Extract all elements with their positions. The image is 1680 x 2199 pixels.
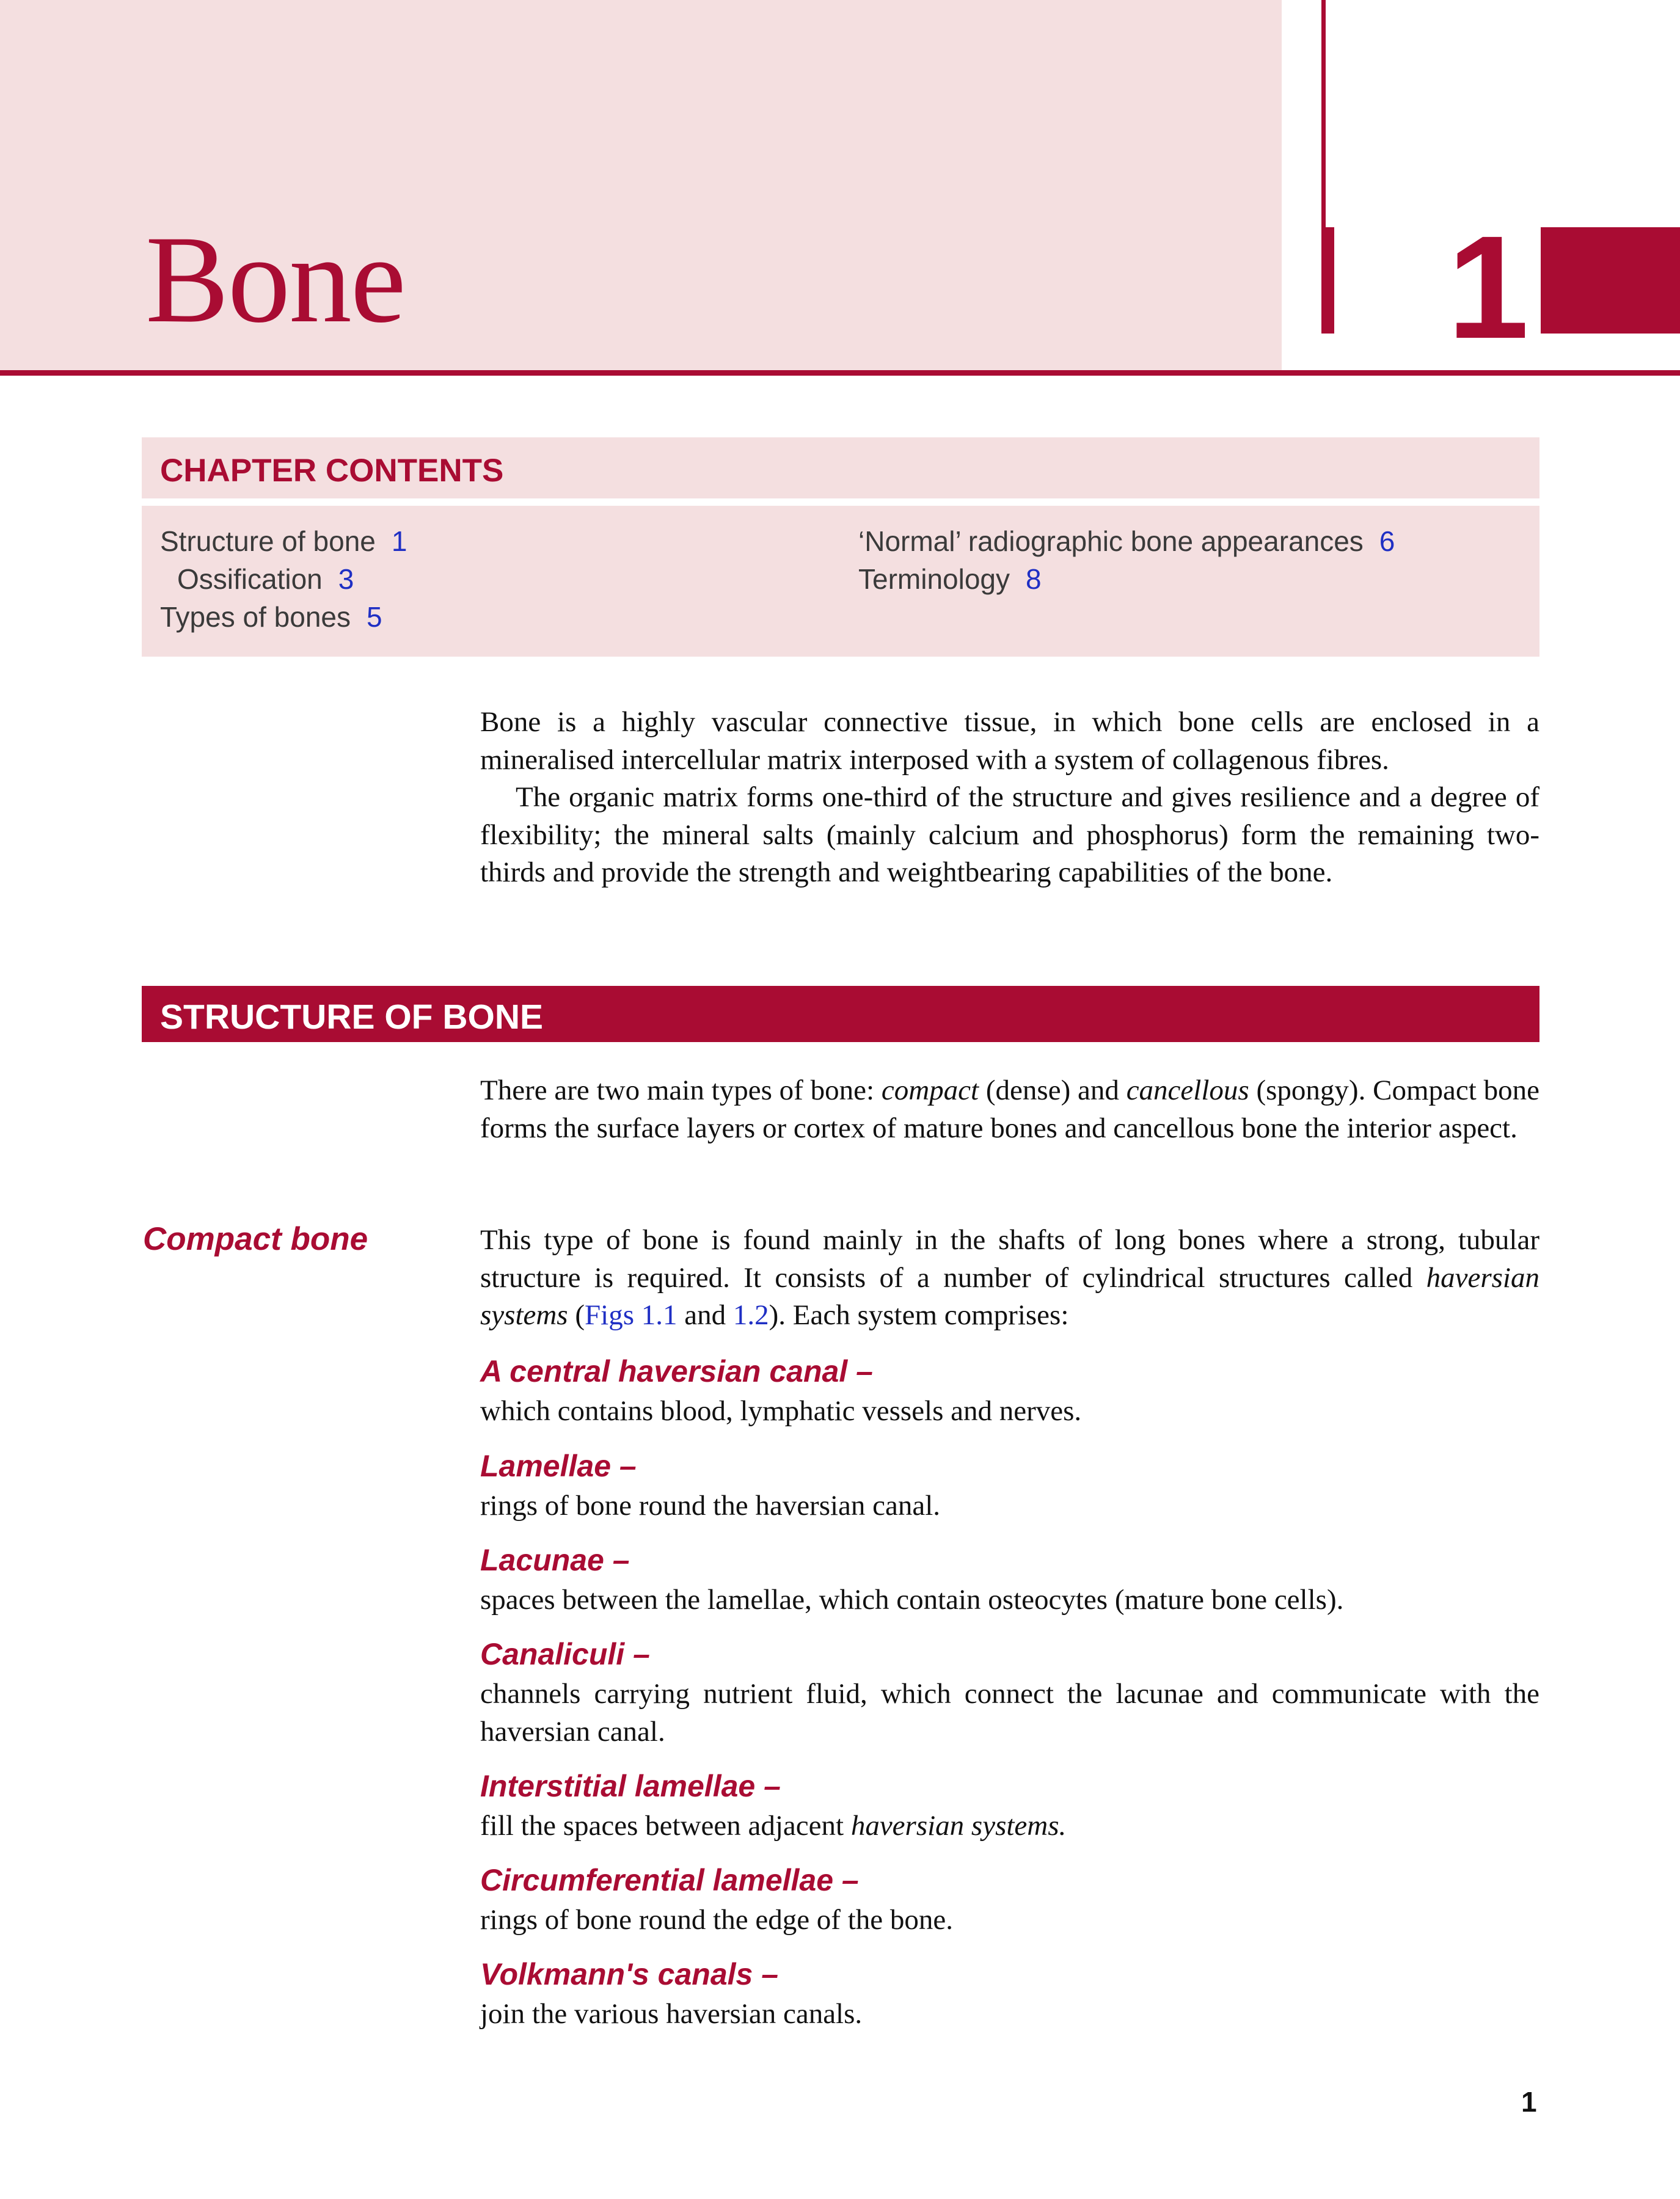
term-lamellae: Lamellae –: [480, 1449, 637, 1483]
section-title: STRUCTURE OF BONE: [160, 997, 543, 1037]
intro-paragraph-1: Bone is a highly vascular connective tissue, in which bone cells are enclosed in a mineralised intercellular matrix interposed with a system of collagenous fibres.: [480, 706, 1539, 776]
term-haversian-systems: haversian systems: [480, 1261, 1539, 1331]
term-lacunae: Lacunae –: [480, 1543, 630, 1577]
chapter-contents-box: [142, 506, 1539, 657]
page-number: 1: [1521, 2086, 1537, 2118]
compact-bone-paragraph: [480, 1222, 1539, 1335]
figure-link-1-2[interactable]: 1.2: [732, 1299, 769, 1331]
term-circumferential-lamellae: Circumferential lamellae –: [480, 1863, 859, 1897]
side-heading-compact-bone: Compact bone: [143, 1221, 368, 1257]
definition-circumferential-lamellae: rings of bone round the edge of the bone.: [480, 1904, 953, 1936]
toc-entry-page[interactable]: 3: [338, 563, 354, 595]
term-haversian-systems: haversian systems.: [850, 1810, 1067, 1842]
intro-paragraph-2: The organic matrix forms one-third of the structure and gives resilience and a degree of flexibility; the mineral salts (mainly calcium and phosphorus) form the remaining two-thirds and provide the strength and weightbearing capabilities of the bone.: [480, 781, 1539, 888]
section-header-bar: [142, 986, 1539, 1042]
term-interstitial-lamellae: Interstitial lamellae –: [480, 1769, 781, 1803]
toc-entry-ossification[interactable]: [177, 560, 354, 598]
text-run: ). Each system comprises:: [769, 1299, 1069, 1331]
definition-lamellae: rings of bone round the haversian canal.: [480, 1490, 941, 1522]
text-run: (dense) and: [979, 1074, 1127, 1106]
text-run: and: [677, 1299, 733, 1331]
definition-volkmanns-canals: join the various haversian canals.: [480, 1998, 863, 2030]
toc-entry-label: Structure of bone: [160, 525, 376, 557]
chapter-title: Bone: [145, 210, 405, 349]
toc-entry-structure-of-bone[interactable]: [160, 522, 407, 560]
chapter-header-rule-vertical: [1321, 0, 1326, 227]
definition-lacunae: spaces between the lamellae, which contain osteocytes (mature bone cells).: [480, 1584, 1344, 1616]
toc-entry-label: Types of bones: [160, 601, 351, 633]
toc-entry-types-of-bones[interactable]: [160, 598, 382, 636]
text-run: fill the spaces between adjacent: [480, 1810, 851, 1842]
term-canaliculi: Canaliculi –: [480, 1637, 650, 1671]
definition-canaliculi: channels carrying nutrient fluid, which connect the lacunae and communicate with the haversian canal.: [480, 1678, 1539, 1748]
toc-entry-label: Ossification: [177, 563, 323, 595]
intro-text: [480, 704, 1539, 892]
text-run: This type of bone is found mainly in the shafts of long bones where a strong, tubular structure is required. It consists of a number of cylindrical structures called: [480, 1224, 1539, 1294]
term-volkmanns-canals: Volkmann's canals –: [480, 1957, 779, 1991]
chapter-header-rule-segment: [1321, 227, 1334, 334]
text-run: (: [568, 1299, 585, 1331]
chapter-number: 1: [1447, 205, 1529, 369]
chapter-contents-header: [142, 437, 1539, 498]
section-intro-paragraph: [480, 1072, 1539, 1147]
chapter-number-block: [1541, 227, 1680, 334]
text-run: (spongy). Compact bone forms the surface layers or cortex of mature bones and cancellous bone the interior aspect.: [480, 1074, 1539, 1144]
toc-entry-page[interactable]: 5: [366, 601, 382, 633]
toc-entry-label: ‘Normal’ radiographic bone appearances: [858, 525, 1364, 557]
definition-interstitial-lamellae: [480, 1807, 1539, 1845]
text-run: There are two main types of bone:: [480, 1074, 882, 1106]
toc-entry-label: Terminology: [858, 563, 1010, 595]
toc-entry-terminology[interactable]: [858, 560, 1042, 598]
chapter-contents-heading: CHAPTER CONTENTS: [160, 453, 504, 489]
toc-entry-page[interactable]: 1: [391, 525, 407, 557]
term-central-haversian-canal: A central haversian canal –: [480, 1354, 873, 1388]
toc-entry-page[interactable]: 8: [1026, 563, 1042, 595]
term-cancellous: cancellous: [1126, 1074, 1249, 1106]
toc-entry-page[interactable]: 6: [1379, 525, 1395, 557]
figure-link-1-1[interactable]: Figs 1.1: [585, 1299, 677, 1331]
term-compact: compact: [881, 1074, 979, 1106]
toc-entry-normal-radiographic[interactable]: [858, 522, 1395, 560]
chapter-header-rule: [0, 370, 1680, 376]
definition-central-haversian-canal: which contains blood, lymphatic vessels and nerves.: [480, 1395, 1082, 1427]
